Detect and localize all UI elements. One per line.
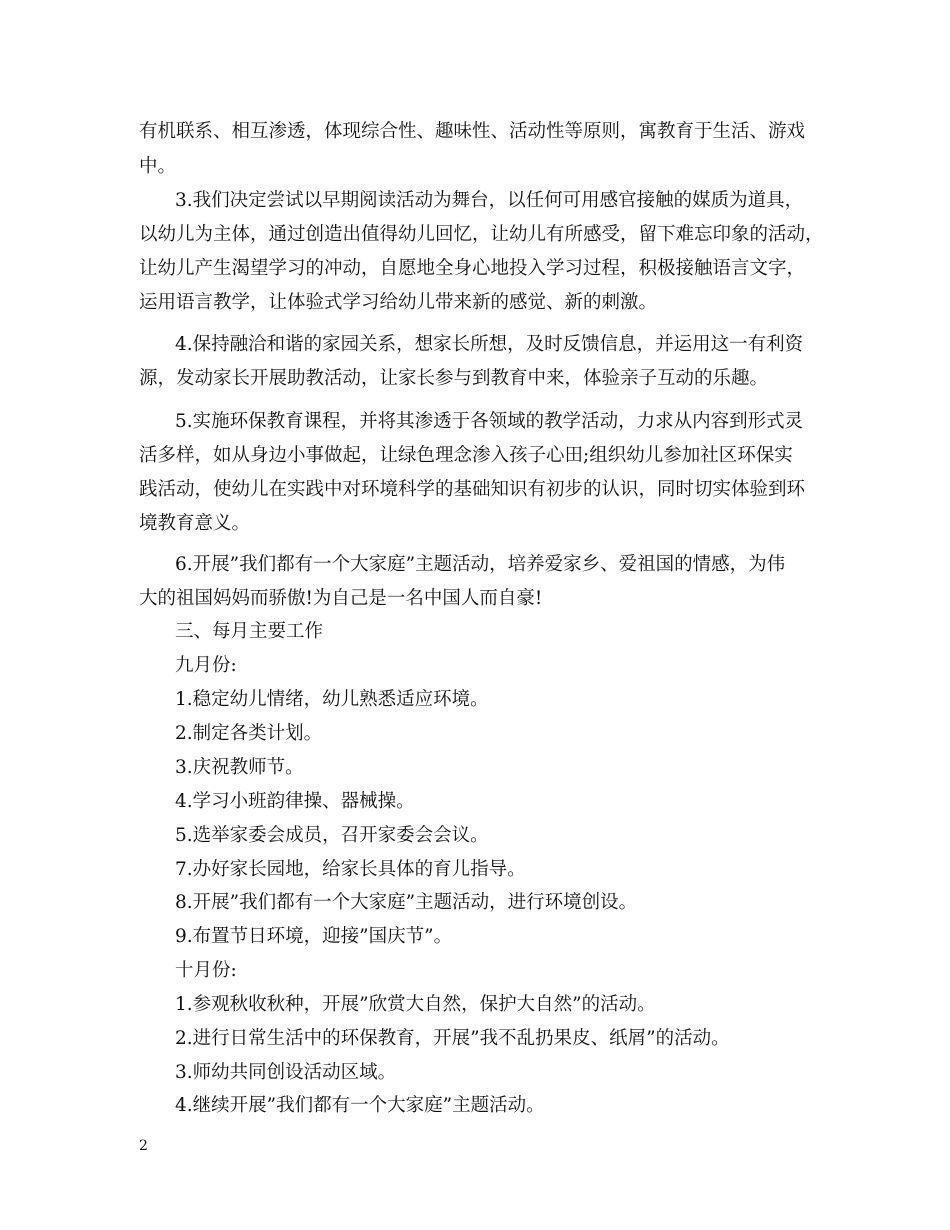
text-line: 活多样，如从身边小事做起，让绿色理念渗入孩子心田;组织幼儿参加社区环保实 xyxy=(139,445,793,466)
text-line: 大的祖国妈妈而骄傲!为自己是一名中国人而自豪! xyxy=(139,588,543,609)
text-line: 3.我们决定尝试以早期阅读活动为舞台，以任何可用感官接触的媒质为道具， xyxy=(175,190,804,211)
list-item: 3.庆祝教师节。 xyxy=(175,757,304,778)
text-line: 5.实施环保教育课程，并将其渗透于各领域的教学活动，力求从内容到形式灵 xyxy=(175,411,804,432)
list-item: 8.开展”我们都有一个大家庭”主题活动，进行环境创设。 xyxy=(175,892,638,913)
list-item: 2.制定各类计划。 xyxy=(175,723,323,744)
list-item: 9.布置节日环境，迎接”国庆节”。 xyxy=(175,926,453,947)
text-line: 6.开展”我们都有一个大家庭”主题活动，培养爱家乡、爱祖国的情感，为伟 xyxy=(175,554,786,575)
section-heading: 三、每月主要工作 xyxy=(175,621,324,642)
text-line: 中。 xyxy=(139,156,177,177)
list-item: 5.选举家委会成员，召开家委会会议。 xyxy=(175,825,489,846)
list-item: 2.进行日常生活中的环保教育，开展”我不乱扔果皮、纸屑”的活动。 xyxy=(175,1028,730,1049)
list-item: 4.继续开展”我们都有一个大家庭”主题活动。 xyxy=(175,1095,545,1116)
text-line: 以幼儿为主体，通过创造出值得幼儿回忆，让幼儿有所感受，留下难忘印象的活动， xyxy=(139,224,824,245)
text-line: 践活动，使幼儿在实践中对环境科学的基础知识有初步的认识，同时切实体验到环 xyxy=(139,479,806,500)
list-item: 4.学习小班韵律操、器械操。 xyxy=(175,791,415,812)
text-line: 源，发动家长开展助教活动，让家长参与到教育中来，体验亲子互动的乐趣。 xyxy=(139,368,769,389)
text-line: 4.保持融洽和谐的家园关系，想家长所想，及时反馈信息，并运用这一有利资 xyxy=(175,334,804,355)
list-item: 3.师幼共同创设活动区域。 xyxy=(175,1062,397,1083)
text-line: 有机联系、相互渗透，体现综合性、趣味性、活动性等原则，寓教育于生活、游戏 xyxy=(139,121,806,142)
text-line: 让幼儿产生渴望学习的冲动，自愿地全身心地投入学习过程，积极接触语言文字， xyxy=(139,258,806,279)
month-heading: 十月份: xyxy=(175,960,237,981)
text-line: 运用语言教学，让体验式学习给幼儿带来新的感觉、新的刺激。 xyxy=(139,292,658,313)
list-item: 1.参观秋收秋种，开展”欣赏大自然，保护大自然”的活动。 xyxy=(175,994,656,1015)
text-line: 境教育意义。 xyxy=(139,513,251,534)
month-heading: 九月份: xyxy=(175,655,237,676)
page-number: 2 xyxy=(139,1138,148,1154)
list-item: 1.稳定幼儿情绪，幼儿熟悉适应环境。 xyxy=(175,689,489,710)
list-item: 7.办好家长园地，给家长具体的育儿指导。 xyxy=(175,859,526,880)
